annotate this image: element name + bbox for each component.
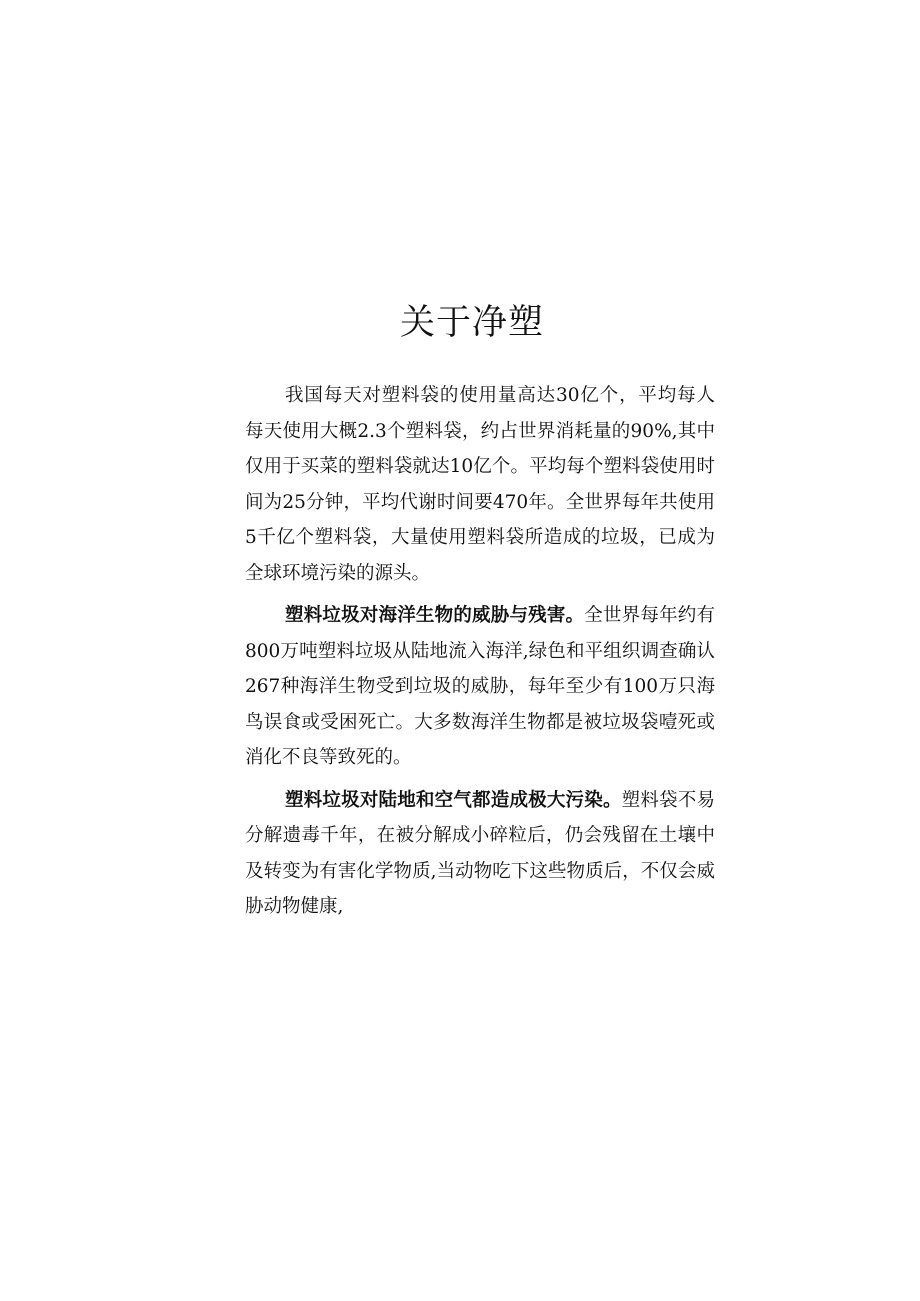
paragraph-plastic-bag-usage	[245, 378, 715, 591]
paragraph-text: 塑料袋不易分解遗毒千年，在被分解成小碎粒后，仍会残留在土壤中及转变为有害化学物质,当动物吃下这些物质后，不仅会威胁动物健康,	[245, 789, 715, 917]
paragraph-lead: 塑料垃圾对陆地和空气都造成极大污染。	[285, 789, 622, 811]
document-body	[245, 378, 715, 925]
paragraph-land-air-pollution	[245, 783, 715, 925]
paragraph-lead: 塑料垃圾对海洋生物的威胁与残害。	[285, 605, 585, 626]
page-title: 关于净塑	[399, 303, 544, 343]
paragraph-text: 全世界每年约有800万吨塑料垃圾从陆地流入海洋,绿色和平组织调查确认267种海洋生物受到垃圾的威胁，每年至少有100万只海鸟误食或受困死亡。大多数海洋生物都是被垃圾袋噎死或消化不良等致死的。	[245, 605, 715, 768]
paragraph-text: 我国每天对塑料袋的使用量高达30亿个，平均每人每天使用大概2.3个塑料袋，约占世界消耗量的90%,其中仅用于买菜的塑料袋就达10亿个。平均每个塑料袋使用时间为25分钟，平均代谢时间要470年。全世界每年共使用5千亿个塑料袋，大量使用塑料袋所造成的垃圾，已成为全球环境污染的源头。	[245, 385, 715, 584]
paragraph-marine-threat	[245, 598, 715, 776]
